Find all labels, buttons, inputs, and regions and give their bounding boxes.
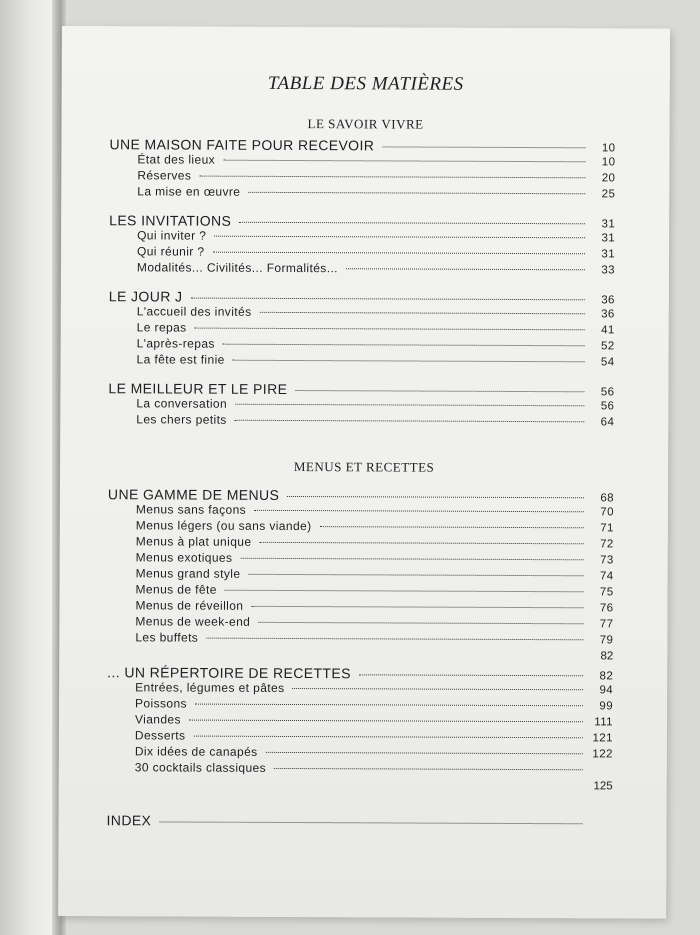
toc-index-label: INDEX bbox=[106, 812, 152, 829]
toc-entry-label: Menus sans façons bbox=[135, 502, 247, 517]
toc-entry[interactable] bbox=[59, 630, 667, 649]
dot-leader bbox=[251, 606, 583, 608]
toc-entry-label: Desserts bbox=[134, 728, 186, 743]
dot-leader bbox=[248, 192, 585, 194]
dot-leader bbox=[346, 268, 585, 270]
dot-leader bbox=[159, 821, 582, 824]
toc-page-number: 10 bbox=[601, 142, 616, 155]
toc-page-number: 54 bbox=[600, 356, 615, 369]
toc-entry-label: Qui réunir ? bbox=[136, 244, 205, 259]
dot-leader bbox=[259, 542, 583, 544]
toc-page-number: 99 bbox=[599, 700, 614, 713]
dot-leader bbox=[195, 328, 585, 331]
toc-page-number: 36 bbox=[601, 308, 615, 321]
dot-leader bbox=[223, 160, 585, 163]
toc-entry[interactable] bbox=[59, 760, 667, 779]
toc-entry-label: L'après-repas bbox=[136, 336, 215, 351]
toc-entry-label: Menus de réveillon bbox=[135, 598, 244, 613]
dot-leader bbox=[266, 752, 583, 754]
toc-page-number: 25 bbox=[601, 188, 616, 201]
toc-page-number: 122 bbox=[592, 748, 613, 761]
dot-leader bbox=[287, 496, 584, 498]
toc-page-number: 73 bbox=[600, 554, 614, 567]
toc-entry-label: Dix idées de canapés bbox=[134, 744, 258, 759]
dot-leader bbox=[199, 176, 585, 179]
dot-leader bbox=[239, 222, 585, 225]
toc-page-number: 70 bbox=[600, 506, 614, 519]
dot-leader bbox=[293, 688, 584, 690]
toc-entry-label: L'accueil des invités bbox=[136, 304, 252, 319]
toc-page-number: 77 bbox=[599, 618, 614, 631]
toc-page-number: 74 bbox=[599, 570, 614, 583]
toc-chapter-label: UNE MAISON FAITE POUR RECEVOIR bbox=[109, 136, 375, 154]
dot-leader bbox=[382, 146, 585, 148]
toc-entry-label: Menus exotiques bbox=[135, 550, 233, 565]
toc-title: TABLE DES MATIÈRES bbox=[267, 72, 464, 95]
toc-entry[interactable] bbox=[61, 184, 669, 203]
toc-entry-label: Réserves bbox=[137, 168, 192, 183]
toc-page-number: 64 bbox=[600, 416, 615, 429]
dot-leader bbox=[213, 252, 586, 255]
toc-page-number: 31 bbox=[601, 218, 616, 231]
toc-entry-label: Menus légers (ou sans viande) bbox=[135, 518, 312, 534]
toc-entry-label: Qui inviter ? bbox=[137, 228, 207, 243]
toc-entry-label: Entrées, légumes et pâtes bbox=[135, 680, 285, 695]
toc-entry-label: Le repas bbox=[136, 320, 187, 335]
toc-entry-label: La conversation bbox=[136, 396, 228, 411]
left-page-edge bbox=[0, 0, 60, 935]
toc-chapter-label: LE JOUR J bbox=[108, 288, 183, 305]
toc-entry-label: État des lieux bbox=[137, 152, 216, 167]
dot-leader bbox=[190, 298, 584, 301]
toc-entry-label: Modalités... Civilités... Formalités... bbox=[136, 260, 338, 276]
dot-leader bbox=[258, 622, 583, 624]
part-title-menus-recettes: MENUS ET RECETTES bbox=[293, 459, 435, 475]
toc-page-number: 68 bbox=[600, 492, 614, 505]
dot-leader bbox=[235, 404, 584, 407]
toc-page-number: 52 bbox=[600, 340, 615, 353]
toc-page-number: 121 bbox=[592, 732, 613, 745]
toc-entry[interactable] bbox=[60, 412, 668, 431]
toc-page-number: 31 bbox=[601, 232, 616, 245]
toc-entry-label: Menus à plat unique bbox=[135, 534, 252, 549]
dot-leader bbox=[189, 720, 583, 723]
toc-page-number: 41 bbox=[601, 324, 615, 337]
stray-page-number: 82 bbox=[600, 650, 614, 663]
toc-entry[interactable] bbox=[61, 352, 669, 371]
toc-page-number: 79 bbox=[599, 634, 614, 647]
toc-page-number: 56 bbox=[600, 400, 615, 413]
dot-leader bbox=[254, 510, 584, 512]
dot-leader bbox=[206, 638, 583, 641]
dot-leader bbox=[195, 704, 583, 707]
toc-chapter-label: UNE GAMME DE MENUS bbox=[107, 486, 280, 503]
dot-leader bbox=[240, 558, 583, 560]
toc-entry-label: Poissons bbox=[135, 696, 187, 711]
dot-leader bbox=[295, 390, 584, 392]
toc-page-number: 75 bbox=[599, 586, 614, 599]
dot-leader bbox=[214, 236, 585, 239]
toc-page-number: 82 bbox=[599, 670, 614, 683]
dot-leader bbox=[193, 736, 582, 739]
toc-chapter-label: LES INVITATIONS bbox=[109, 212, 232, 229]
toc-page-number: 94 bbox=[599, 684, 614, 697]
toc-entry-label: Menus de fête bbox=[135, 582, 217, 597]
toc-page-number: 72 bbox=[600, 538, 614, 551]
book-page bbox=[58, 26, 670, 919]
dot-leader bbox=[359, 674, 583, 676]
toc-entry-label: Les chers petits bbox=[136, 412, 227, 427]
toc-index-line[interactable] bbox=[59, 812, 667, 831]
dot-leader bbox=[274, 768, 583, 770]
toc-page-number: 10 bbox=[601, 156, 616, 169]
toc-chapter-label: ... UN RÉPERTOIRE DE RECETTES bbox=[107, 664, 351, 682]
toc-page-number: 76 bbox=[599, 602, 614, 615]
toc-page-number: 71 bbox=[600, 522, 614, 535]
stray-page-number: 125 bbox=[593, 780, 613, 793]
toc-page-number: 31 bbox=[601, 248, 616, 261]
dot-leader bbox=[223, 344, 585, 347]
dot-leader bbox=[233, 360, 585, 363]
dot-leader bbox=[235, 420, 585, 423]
toc-entry-label: La mise en œuvre bbox=[137, 184, 241, 199]
toc-entry-label: Les buffets bbox=[135, 630, 199, 645]
toc-page-number: 20 bbox=[601, 172, 616, 185]
dot-leader bbox=[320, 526, 584, 528]
toc-entry-label: Viandes bbox=[134, 712, 181, 727]
dot-leader bbox=[248, 574, 583, 576]
toc-entry-label: Menus grand style bbox=[135, 566, 241, 581]
part-title-savoir-vivre: LE SAVOIR VIVRE bbox=[307, 116, 424, 132]
dot-leader bbox=[225, 590, 584, 593]
toc-entry-label: La fête est finie bbox=[136, 352, 225, 367]
toc-page-number: 111 bbox=[594, 716, 613, 729]
toc-page-number: 33 bbox=[601, 264, 615, 277]
toc-entry-label: 30 cocktails classiques bbox=[134, 760, 267, 775]
toc-page-number: 36 bbox=[601, 294, 615, 307]
toc-entry[interactable] bbox=[61, 260, 669, 279]
toc-entry-label: Menus de week-end bbox=[135, 614, 251, 629]
toc-page-number: 56 bbox=[600, 386, 615, 399]
toc-chapter-label: LE MEILLEUR ET LE PIRE bbox=[108, 380, 288, 397]
dot-leader bbox=[260, 312, 585, 314]
